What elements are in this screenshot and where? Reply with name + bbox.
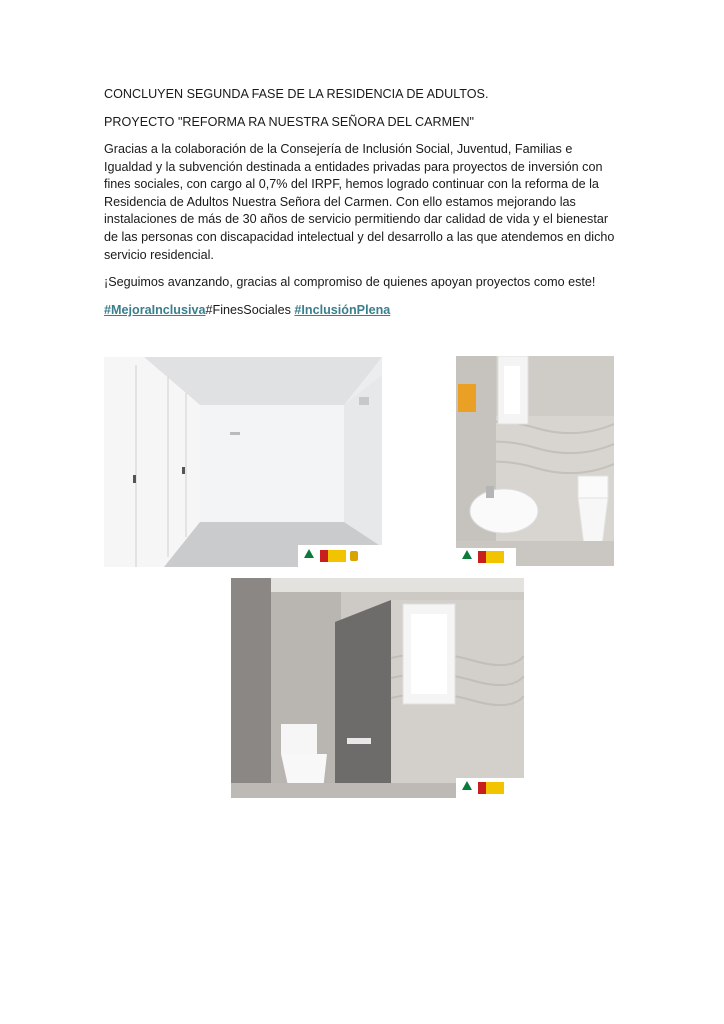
irpf-logo-icon [350, 551, 358, 561]
sponsor-logos-2 [456, 548, 516, 566]
junta-logo-icon [460, 550, 474, 564]
closing-sentence: ¡Seguimos avanzando, gracias al compromiso de quienes apoyan proyectos como este! [104, 275, 596, 289]
gobierno-logo-icon [478, 551, 504, 563]
hashtag-inclusion-plena[interactable]: #InclusiónPlena [294, 303, 391, 317]
sponsor-logos-3 [456, 778, 524, 798]
gobierno-logo-icon [478, 782, 504, 794]
sponsor-logos [298, 545, 382, 567]
hashtag-mejora-inclusiva[interactable]: #MejoraInclusiva [104, 303, 206, 317]
project-title: PROYECTO "REFORMA RA NUESTRA SEÑORA DEL CARMEN" [104, 115, 475, 129]
document-heading: CONCLUYEN SEGUNDA FASE DE LA RESIDENCIA DE ADULTOS. [104, 87, 489, 101]
hashtags-line [104, 302, 624, 320]
junta-logo-icon [302, 549, 316, 563]
photo-bathroom-sink [456, 356, 614, 566]
junta-logo-icon [460, 781, 474, 795]
gobierno-logo-icon [320, 550, 346, 562]
hashtag-fines-sociales: #FinesSociales [205, 303, 291, 317]
photo-bathroom-toilet [231, 578, 524, 798]
body-paragraph: Gracias a la colaboración de la Consejería de Inclusión Social, Juventud, Familias e Igualdad y la subvención destinada a entidades privadas para proyectos de inversión con fines sociales, con cargo al 0,7% del IRPF, hemos logrado continuar con la reforma de la Residencia de Adultos Nuestra Señora del Carmen. Con ello estamos mejorando las instalaciones de más de 30 años de servicio permitiendo dar calidad de vida y el bienestar de las personas con discapacidad intelectual y del desarrollo a las que atendemos en dicho servicio residencial. [104, 142, 615, 262]
photo-bedroom [104, 357, 382, 567]
